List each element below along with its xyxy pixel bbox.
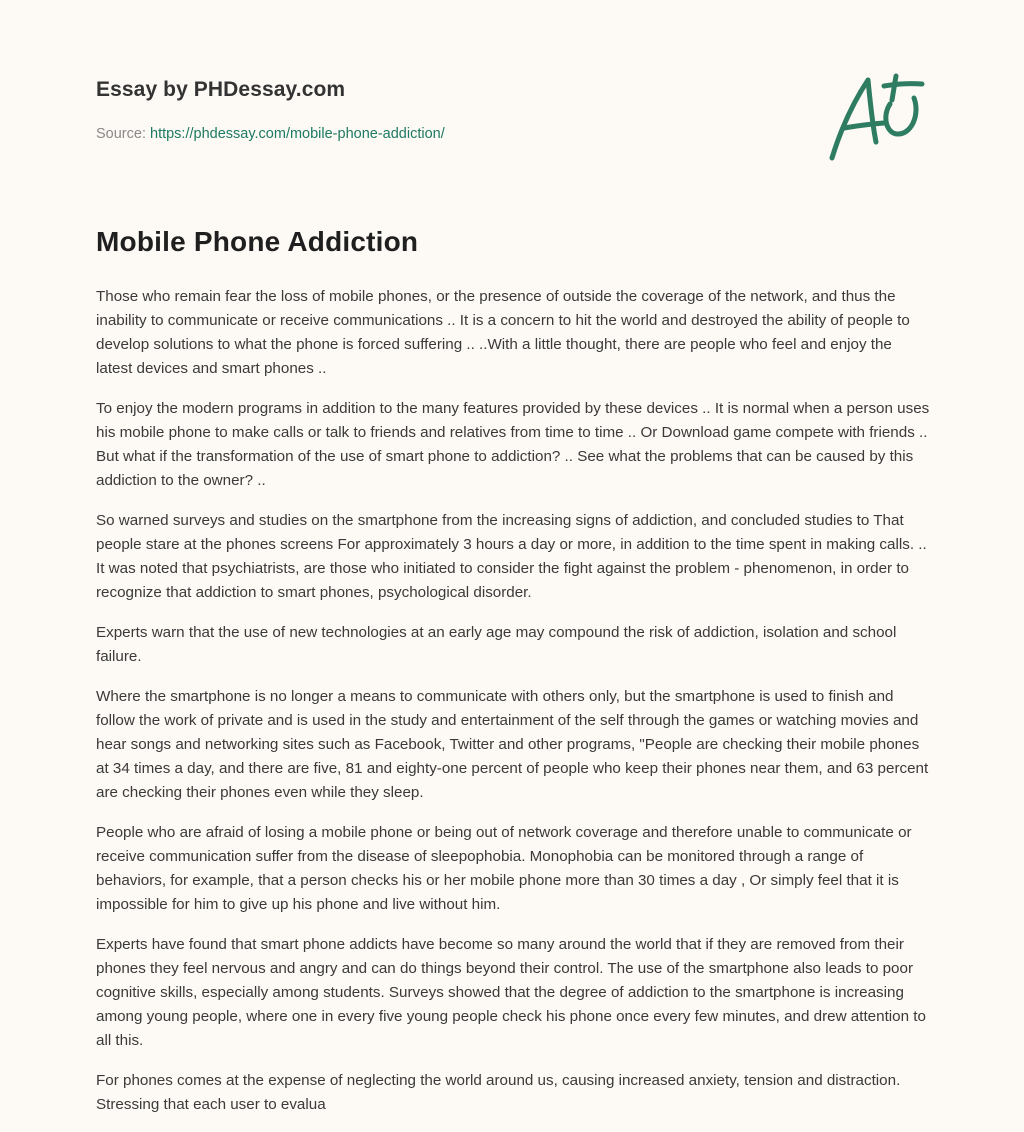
paragraph: Experts warn that the use of new technologies at an early age may compound the risk of addiction, isolation and school failure. xyxy=(96,624,897,665)
essay-title: Mobile Phone Addiction xyxy=(96,226,419,257)
paragraph: People who are afraid of losing a mobile phone or being out of network coverage and therefore unable to communicate or receive communication suffer from the disease of sleepophobia. Monophobia can be monitored through a range of behaviors, for example, that a person checks his or her mobile phone more than 30 times a day , Or simply feel that it is impossible for him to give up his phone and live without him. xyxy=(96,824,912,913)
paragraph: So warned surveys and studies on the smartphone from the increasing signs of addiction, and concluded studies to That people stare at the phones screens For approximately 3 hours a day or more, in addition to the time spent in making calls. .. It was noted that psychiatrists, are those who initiated to consider the fight against the problem - phenomenon, in order to recognize that addiction to smart phones, psychological disorder. xyxy=(96,512,927,601)
source-line xyxy=(96,126,928,142)
paragraph: For phones comes at the expense of neglecting the world around us, causing increased anxiety, tension and distraction. Stressing that each user to evalua xyxy=(96,1072,901,1113)
paragraph: Where the smartphone is no longer a means to communicate with others only, but the smartphone is used to finish and follow the work of private and is used in the study and entertainment of the self through the games or watching movies and hear songs and networking sites such as Facebook, Twitter and other programs, "People are checking their mobile phones at 34 times a day, and there are five, 81 and eighty-one percent of people who keep their phones near them, and 63 percent are checking their phones even while they sleep. xyxy=(96,688,929,801)
essay-body xyxy=(96,285,932,1132)
paragraph: Those who remain fear the loss of mobile phones, or the presence of outside the coverage of the network, and thus the inability to communicate or receive communications .. It is a concern to hit the world and destroyed the ability of people to develop solutions to what the phone is forced suffering .. ..With a little thought, there are people who feel and enjoy the latest devices and smart phones .. xyxy=(96,288,910,377)
brand-name: Essay by PHDessay.com xyxy=(96,78,346,101)
essay-header xyxy=(96,74,928,184)
a-plus-logo-icon xyxy=(826,70,926,164)
source-link[interactable]: https://phdessay.com/mobile-phone-addiction/ xyxy=(150,126,445,142)
paragraph: To enjoy the modern programs in addition to the many features provided by these devices .. It is normal when a person uses his mobile phone to make calls or talk to friends and relatives from time to time .. Or Download game compete with friends .. But what if the transformation of the use of smart phone to addiction? .. See what the problems that can be caused by this addiction to the owner? .. xyxy=(96,400,930,489)
paragraph: Experts have found that smart phone addicts have become so many around the world that if they are removed from their phones they feel nervous and angry and can do things beyond their control. The use of the smartphone also leads to poor cognitive skills, especially among students. Surveys showed that the degree of addiction to the smartphone is increasing among young people, where one in every five young people check his phone once every few minutes, and drew attention to all this. xyxy=(96,936,926,1049)
source-label: Source: xyxy=(96,126,150,142)
